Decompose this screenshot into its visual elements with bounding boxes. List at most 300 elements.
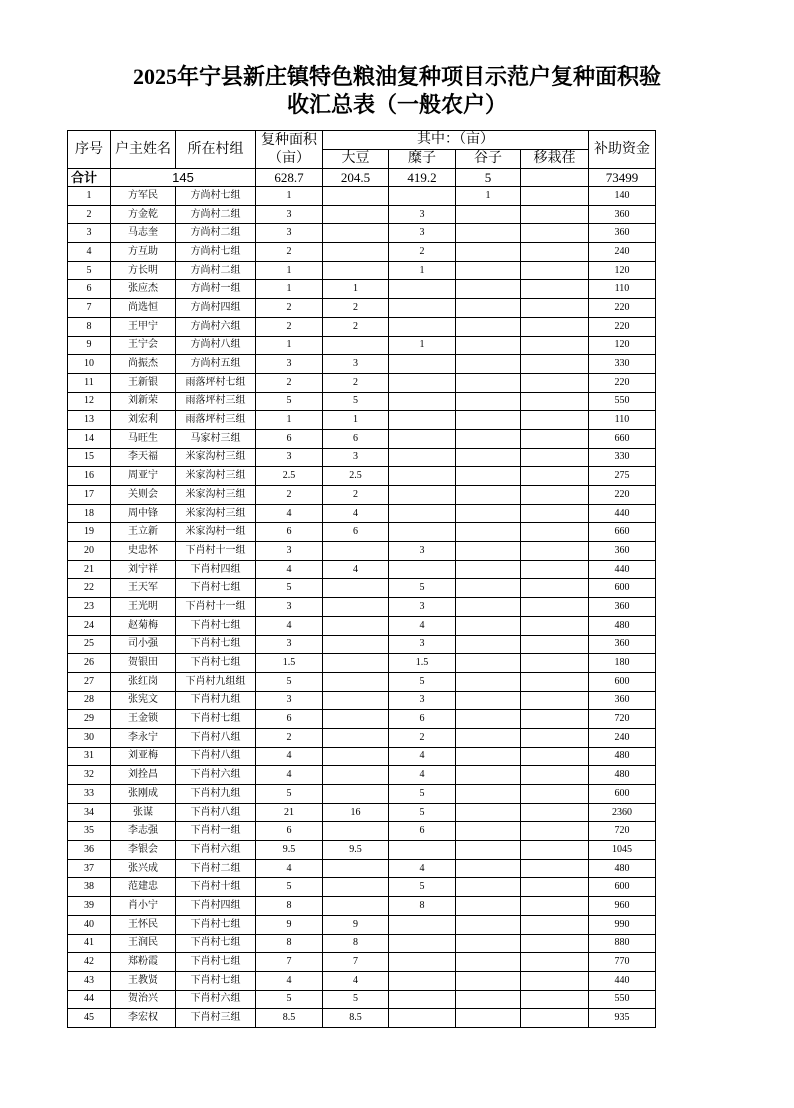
soybean-cell: 2 xyxy=(323,486,389,505)
name-cell: 肖小宁 xyxy=(111,897,176,916)
soybean-cell xyxy=(323,616,389,635)
name-cell: 张兴成 xyxy=(111,859,176,878)
perilla-cell xyxy=(521,654,589,673)
foxtail-millet-cell xyxy=(456,280,521,299)
foxtail-millet-cell xyxy=(456,205,521,224)
perilla-cell xyxy=(521,990,589,1009)
perilla-cell xyxy=(521,766,589,785)
area-cell: 6 xyxy=(256,822,323,841)
name-cell: 司小强 xyxy=(111,635,176,654)
village-cell: 下肖村六组 xyxy=(176,990,256,1009)
table-row xyxy=(68,355,656,374)
area-cell: 21 xyxy=(256,803,323,822)
village-cell: 方尚村四组 xyxy=(176,299,256,318)
table-row xyxy=(68,486,656,505)
soybean-cell: 6 xyxy=(323,429,389,448)
foxtail-millet-cell xyxy=(456,448,521,467)
foxtail-millet-cell xyxy=(456,915,521,934)
table-body xyxy=(68,187,656,1028)
foxtail-millet-cell xyxy=(456,560,521,579)
proso-millet-cell: 5 xyxy=(389,785,456,804)
soybean-cell: 5 xyxy=(323,392,389,411)
table-row xyxy=(68,990,656,1009)
table-row xyxy=(68,710,656,729)
perilla-cell xyxy=(521,1009,589,1028)
name-cell: 王光明 xyxy=(111,598,176,617)
soybean-cell: 1 xyxy=(323,411,389,430)
soybean-cell: 5 xyxy=(323,990,389,1009)
soybean-cell xyxy=(323,635,389,654)
foxtail-millet-cell xyxy=(456,953,521,972)
subsidy-cell: 360 xyxy=(589,635,656,654)
village-cell: 方尚村八组 xyxy=(176,336,256,355)
seq-cell: 41 xyxy=(68,934,111,953)
name-cell: 张刚成 xyxy=(111,785,176,804)
soybean-cell: 8 xyxy=(323,934,389,953)
name-cell: 王怀民 xyxy=(111,915,176,934)
seq-cell: 6 xyxy=(68,280,111,299)
name-cell: 王天军 xyxy=(111,579,176,598)
name-cell: 尚振杰 xyxy=(111,355,176,374)
name-cell: 关则会 xyxy=(111,486,176,505)
foxtail-millet-cell xyxy=(456,1009,521,1028)
subsidy-cell: 660 xyxy=(589,429,656,448)
foxtail-millet-cell xyxy=(456,467,521,486)
table-row xyxy=(68,859,656,878)
table-row xyxy=(68,187,656,206)
proso-millet-cell xyxy=(389,841,456,860)
perilla-cell xyxy=(521,542,589,561)
foxtail-millet-cell xyxy=(456,691,521,710)
proso-millet-cell xyxy=(389,280,456,299)
foxtail-millet-cell xyxy=(456,822,521,841)
proso-millet-cell: 4 xyxy=(389,766,456,785)
table-row xyxy=(68,299,656,318)
soybean-cell xyxy=(323,654,389,673)
proso-millet-cell xyxy=(389,392,456,411)
acceptance-summary-table xyxy=(67,130,656,1028)
name-cell: 李宏权 xyxy=(111,1009,176,1028)
perilla-cell xyxy=(521,523,589,542)
foxtail-millet-cell xyxy=(456,747,521,766)
area-cell: 2 xyxy=(256,728,323,747)
total-area: 628.7 xyxy=(256,169,323,187)
perilla-cell xyxy=(521,467,589,486)
header-area xyxy=(256,131,323,169)
name-cell: 李永宁 xyxy=(111,728,176,747)
area-cell: 8 xyxy=(256,897,323,916)
area-cell: 5 xyxy=(256,672,323,691)
village-cell: 下肖村七组 xyxy=(176,710,256,729)
foxtail-millet-cell xyxy=(456,990,521,1009)
proso-millet-cell xyxy=(389,523,456,542)
name-cell: 方互助 xyxy=(111,243,176,262)
table-row xyxy=(68,373,656,392)
subsidy-cell: 480 xyxy=(589,766,656,785)
village-cell: 米家沟村三组 xyxy=(176,467,256,486)
seq-cell: 43 xyxy=(68,971,111,990)
soybean-cell: 1 xyxy=(323,280,389,299)
name-cell: 李天福 xyxy=(111,448,176,467)
area-cell: 8 xyxy=(256,934,323,953)
seq-cell: 16 xyxy=(68,467,111,486)
soybean-cell: 4 xyxy=(323,560,389,579)
village-cell: 下肖村四组 xyxy=(176,897,256,916)
name-cell: 尚选恒 xyxy=(111,299,176,318)
proso-millet-cell xyxy=(389,317,456,336)
table-row xyxy=(68,448,656,467)
table-row xyxy=(68,616,656,635)
table-row xyxy=(68,728,656,747)
proso-millet-cell: 3 xyxy=(389,598,456,617)
area-cell: 5 xyxy=(256,990,323,1009)
village-cell: 雨落坪村七组 xyxy=(176,373,256,392)
table-row xyxy=(68,280,656,299)
name-cell: 张宪文 xyxy=(111,691,176,710)
area-cell: 3 xyxy=(256,691,323,710)
foxtail-millet-cell xyxy=(456,897,521,916)
proso-millet-cell xyxy=(389,299,456,318)
subsidy-cell: 330 xyxy=(589,355,656,374)
foxtail-millet-cell xyxy=(456,841,521,860)
table-row xyxy=(68,560,656,579)
subsidy-cell: 360 xyxy=(589,691,656,710)
foxtail-millet-cell xyxy=(456,785,521,804)
proso-millet-cell xyxy=(389,355,456,374)
subsidy-cell: 480 xyxy=(589,616,656,635)
soybean-cell: 4 xyxy=(323,971,389,990)
perilla-cell xyxy=(521,560,589,579)
table-row xyxy=(68,504,656,523)
area-cell: 4 xyxy=(256,504,323,523)
foxtail-millet-cell xyxy=(456,523,521,542)
name-cell: 周亚宁 xyxy=(111,467,176,486)
proso-millet-cell: 6 xyxy=(389,822,456,841)
village-cell: 下肖村八组 xyxy=(176,803,256,822)
name-cell: 方长明 xyxy=(111,261,176,280)
table-row xyxy=(68,934,656,953)
soybean-cell: 6 xyxy=(323,523,389,542)
seq-cell: 4 xyxy=(68,243,111,262)
table-row xyxy=(68,897,656,916)
perilla-cell xyxy=(521,373,589,392)
table-row xyxy=(68,261,656,280)
soybean-cell xyxy=(323,878,389,897)
name-cell: 王甲宁 xyxy=(111,317,176,336)
village-cell: 米家沟村一组 xyxy=(176,523,256,542)
subsidy-cell: 360 xyxy=(589,205,656,224)
subsidy-cell: 360 xyxy=(589,224,656,243)
proso-millet-cell: 5 xyxy=(389,803,456,822)
perilla-cell xyxy=(521,411,589,430)
perilla-cell xyxy=(521,953,589,972)
soybean-cell: 16 xyxy=(323,803,389,822)
subsidy-cell: 110 xyxy=(589,411,656,430)
subsidy-cell: 990 xyxy=(589,915,656,934)
village-cell: 下肖村七组 xyxy=(176,953,256,972)
subsidy-cell: 480 xyxy=(589,747,656,766)
proso-millet-cell xyxy=(389,971,456,990)
proso-millet-cell xyxy=(389,953,456,972)
soybean-cell: 3 xyxy=(323,448,389,467)
village-cell: 方尚村二组 xyxy=(176,224,256,243)
area-cell: 2 xyxy=(256,486,323,505)
subsidy-cell: 120 xyxy=(589,261,656,280)
seq-cell: 9 xyxy=(68,336,111,355)
seq-cell: 19 xyxy=(68,523,111,542)
header-seq: 序号 xyxy=(68,131,111,169)
proso-millet-cell: 4 xyxy=(389,859,456,878)
perilla-cell xyxy=(521,261,589,280)
village-cell: 米家沟村三组 xyxy=(176,504,256,523)
seq-cell: 7 xyxy=(68,299,111,318)
table-row xyxy=(68,224,656,243)
area-cell: 3 xyxy=(256,224,323,243)
proso-millet-cell: 3 xyxy=(389,691,456,710)
table-row xyxy=(68,747,656,766)
table-row xyxy=(68,841,656,860)
subsidy-cell: 720 xyxy=(589,710,656,729)
proso-millet-cell: 5 xyxy=(389,878,456,897)
subsidy-cell: 360 xyxy=(589,542,656,561)
table-row xyxy=(68,803,656,822)
soybean-cell xyxy=(323,822,389,841)
table-row xyxy=(68,392,656,411)
seq-cell: 34 xyxy=(68,803,111,822)
subsidy-cell: 960 xyxy=(589,897,656,916)
foxtail-millet-cell xyxy=(456,355,521,374)
area-cell: 4 xyxy=(256,747,323,766)
proso-millet-cell: 1 xyxy=(389,261,456,280)
perilla-cell xyxy=(521,841,589,860)
name-cell: 张红岗 xyxy=(111,672,176,691)
area-cell: 2 xyxy=(256,243,323,262)
soybean-cell xyxy=(323,766,389,785)
soybean-cell: 9 xyxy=(323,915,389,934)
foxtail-millet-cell xyxy=(456,672,521,691)
area-cell: 9 xyxy=(256,915,323,934)
table-header xyxy=(68,131,656,169)
village-cell: 雨落坪村三组 xyxy=(176,392,256,411)
village-cell: 下肖村七组 xyxy=(176,635,256,654)
subsidy-cell: 220 xyxy=(589,299,656,318)
table-row xyxy=(68,766,656,785)
subsidy-cell: 600 xyxy=(589,878,656,897)
table-row xyxy=(68,598,656,617)
village-cell: 方尚村六组 xyxy=(176,317,256,336)
soybean-cell xyxy=(323,747,389,766)
table-row xyxy=(68,822,656,841)
soybean-cell: 7 xyxy=(323,953,389,972)
perilla-cell xyxy=(521,747,589,766)
header-of-which: 其中：（亩） xyxy=(323,131,589,150)
village-cell: 下肖村九组 xyxy=(176,691,256,710)
area-cell: 5 xyxy=(256,392,323,411)
soybean-cell: 2.5 xyxy=(323,467,389,486)
total-section xyxy=(68,169,656,187)
soybean-cell: 2 xyxy=(323,299,389,318)
table-row xyxy=(68,691,656,710)
area-cell: 4 xyxy=(256,560,323,579)
table-row xyxy=(68,336,656,355)
header-area-unit: （亩） xyxy=(268,150,310,166)
seq-cell: 39 xyxy=(68,897,111,916)
village-cell: 下肖村七组 xyxy=(176,654,256,673)
village-cell: 米家沟村三组 xyxy=(176,448,256,467)
total-soybean: 204.5 xyxy=(323,169,389,187)
perilla-cell xyxy=(521,448,589,467)
village-cell: 下肖村十一组 xyxy=(176,542,256,561)
village-cell: 方尚村二组 xyxy=(176,205,256,224)
village-cell: 方尚村五组 xyxy=(176,355,256,374)
total-foxtail-millet: 5 xyxy=(456,169,521,187)
table-row xyxy=(68,915,656,934)
total-subsidy: 73499 xyxy=(589,169,656,187)
area-cell: 2 xyxy=(256,299,323,318)
soybean-cell xyxy=(323,205,389,224)
area-cell: 3 xyxy=(256,542,323,561)
subsidy-cell: 220 xyxy=(589,486,656,505)
perilla-cell xyxy=(521,934,589,953)
table-row xyxy=(68,953,656,972)
table-row xyxy=(68,243,656,262)
soybean-cell: 9.5 xyxy=(323,841,389,860)
area-cell: 9.5 xyxy=(256,841,323,860)
foxtail-millet-cell xyxy=(456,299,521,318)
table-row xyxy=(68,467,656,486)
soybean-cell: 4 xyxy=(323,504,389,523)
seq-cell: 2 xyxy=(68,205,111,224)
village-cell: 下肖村一组 xyxy=(176,822,256,841)
area-cell: 5 xyxy=(256,785,323,804)
perilla-cell xyxy=(521,915,589,934)
soybean-cell xyxy=(323,598,389,617)
soybean-cell: 8.5 xyxy=(323,1009,389,1028)
soybean-cell xyxy=(323,672,389,691)
subsidy-cell: 770 xyxy=(589,953,656,972)
perilla-cell xyxy=(521,504,589,523)
perilla-cell xyxy=(521,878,589,897)
subsidy-cell: 600 xyxy=(589,785,656,804)
name-cell: 史忠怀 xyxy=(111,542,176,561)
perilla-cell xyxy=(521,691,589,710)
foxtail-millet-cell xyxy=(456,859,521,878)
perilla-cell xyxy=(521,728,589,747)
proso-millet-cell: 6 xyxy=(389,710,456,729)
village-cell: 下肖村八组 xyxy=(176,728,256,747)
seq-cell: 12 xyxy=(68,392,111,411)
seq-cell: 1 xyxy=(68,187,111,206)
name-cell: 刘宁祥 xyxy=(111,560,176,579)
subsidy-cell: 550 xyxy=(589,990,656,1009)
perilla-cell xyxy=(521,280,589,299)
foxtail-millet-cell xyxy=(456,635,521,654)
village-cell: 方尚村七组 xyxy=(176,187,256,206)
seq-cell: 35 xyxy=(68,822,111,841)
foxtail-millet-cell xyxy=(456,224,521,243)
proso-millet-cell: 4 xyxy=(389,616,456,635)
subsidy-cell: 275 xyxy=(589,467,656,486)
proso-millet-cell: 5 xyxy=(389,579,456,598)
soybean-cell xyxy=(323,859,389,878)
table-row xyxy=(68,672,656,691)
name-cell: 周中锋 xyxy=(111,504,176,523)
subsidy-cell: 720 xyxy=(589,822,656,841)
foxtail-millet-cell xyxy=(456,728,521,747)
seq-cell: 15 xyxy=(68,448,111,467)
name-cell: 贺治兴 xyxy=(111,990,176,1009)
seq-cell: 25 xyxy=(68,635,111,654)
area-cell: 3 xyxy=(256,598,323,617)
seq-cell: 20 xyxy=(68,542,111,561)
proso-millet-cell xyxy=(389,560,456,579)
area-cell: 1 xyxy=(256,187,323,206)
proso-millet-cell xyxy=(389,448,456,467)
foxtail-millet-cell: 1 xyxy=(456,187,521,206)
proso-millet-cell: 3 xyxy=(389,205,456,224)
village-cell: 下肖村二组 xyxy=(176,859,256,878)
proso-millet-cell: 3 xyxy=(389,542,456,561)
foxtail-millet-cell xyxy=(456,373,521,392)
proso-millet-cell xyxy=(389,486,456,505)
name-cell: 赵菊梅 xyxy=(111,616,176,635)
header-perilla: 移栽荏 xyxy=(521,150,589,169)
subsidy-cell: 240 xyxy=(589,728,656,747)
area-cell: 1 xyxy=(256,261,323,280)
area-cell: 3 xyxy=(256,448,323,467)
perilla-cell xyxy=(521,710,589,729)
foxtail-millet-cell xyxy=(456,411,521,430)
proso-millet-cell: 3 xyxy=(389,224,456,243)
proso-millet-cell xyxy=(389,504,456,523)
header-subsidy: 补助资金 xyxy=(589,131,656,169)
subsidy-cell: 935 xyxy=(589,1009,656,1028)
perilla-cell xyxy=(521,243,589,262)
perilla-cell xyxy=(521,897,589,916)
foxtail-millet-cell xyxy=(456,261,521,280)
seq-cell: 37 xyxy=(68,859,111,878)
seq-cell: 8 xyxy=(68,317,111,336)
subsidy-cell: 440 xyxy=(589,560,656,579)
table-row xyxy=(68,523,656,542)
village-cell: 方尚村二组 xyxy=(176,261,256,280)
subsidy-cell: 1045 xyxy=(589,841,656,860)
perilla-cell xyxy=(521,486,589,505)
foxtail-millet-cell xyxy=(456,392,521,411)
subsidy-cell: 880 xyxy=(589,934,656,953)
village-cell: 下肖村七组 xyxy=(176,934,256,953)
perilla-cell xyxy=(521,822,589,841)
perilla-cell xyxy=(521,205,589,224)
area-cell: 3 xyxy=(256,355,323,374)
name-cell: 李志强 xyxy=(111,822,176,841)
name-cell: 王教贤 xyxy=(111,971,176,990)
perilla-cell xyxy=(521,579,589,598)
header-proso-millet: 糜子 xyxy=(389,150,456,169)
proso-millet-cell: 8 xyxy=(389,897,456,916)
name-cell: 马志奎 xyxy=(111,224,176,243)
name-cell: 方金乾 xyxy=(111,205,176,224)
soybean-cell: 2 xyxy=(323,373,389,392)
area-cell: 1 xyxy=(256,411,323,430)
soybean-cell xyxy=(323,710,389,729)
table-row xyxy=(68,411,656,430)
area-cell: 4 xyxy=(256,859,323,878)
table-row xyxy=(68,785,656,804)
village-cell: 米家沟村三组 xyxy=(176,486,256,505)
proso-millet-cell xyxy=(389,1009,456,1028)
village-cell: 方尚村一组 xyxy=(176,280,256,299)
